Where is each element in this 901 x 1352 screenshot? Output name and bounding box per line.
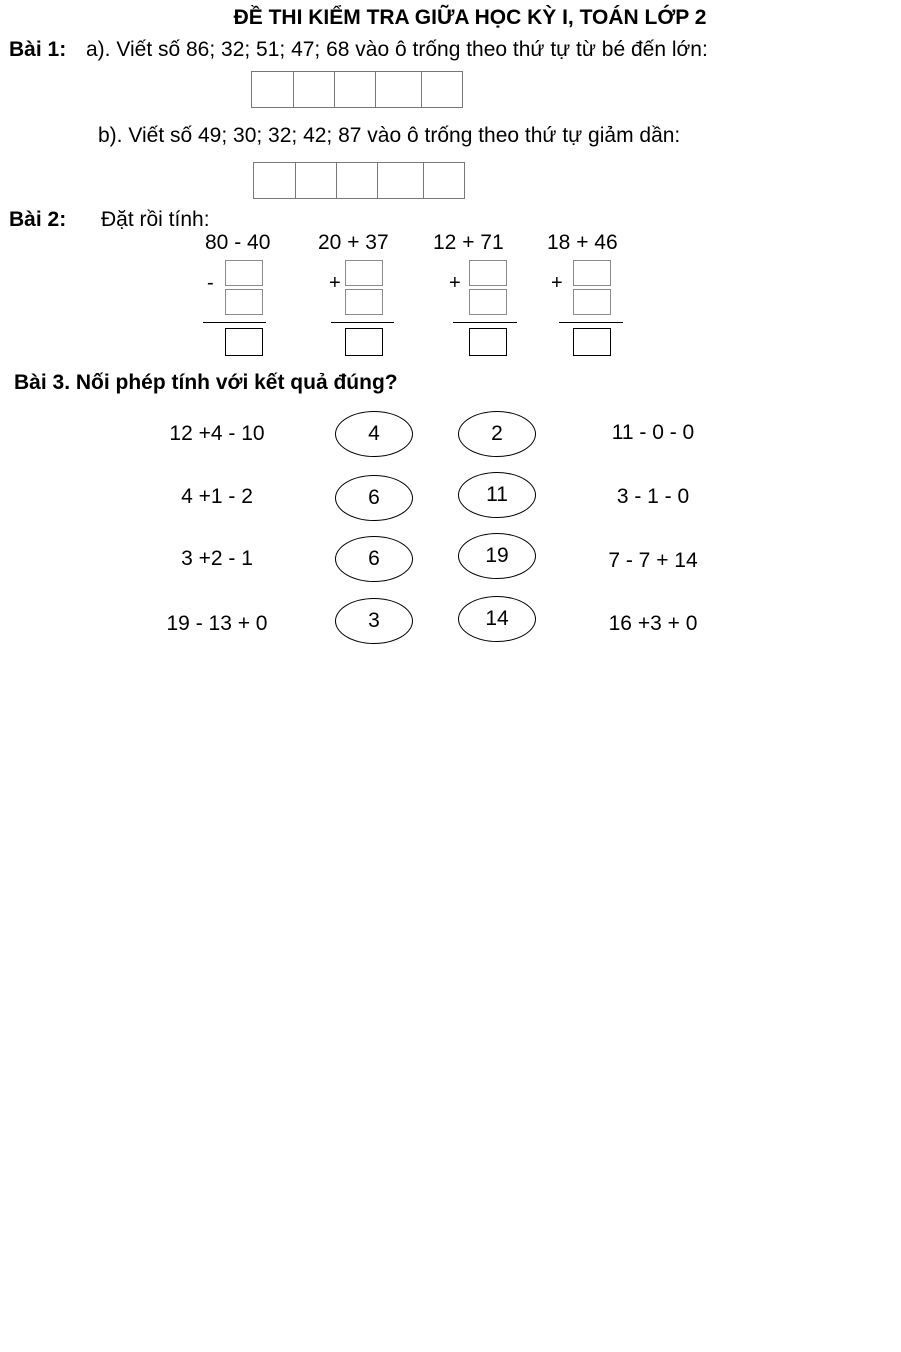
bai2-label: Bài 2: bbox=[9, 208, 67, 231]
answer-box[interactable] bbox=[295, 162, 336, 199]
answer-box[interactable] bbox=[421, 71, 463, 108]
result-oval[interactable]: 14 bbox=[458, 596, 536, 642]
result-oval[interactable]: 11 bbox=[458, 472, 536, 518]
answer-box[interactable] bbox=[334, 71, 375, 108]
result-oval[interactable]: 2 bbox=[458, 411, 536, 457]
result-box[interactable] bbox=[345, 328, 383, 356]
left-expression: 4 +1 - 2 bbox=[181, 485, 253, 508]
answer-box[interactable] bbox=[251, 71, 293, 108]
digit-box[interactable] bbox=[469, 289, 507, 315]
answer-box[interactable] bbox=[293, 71, 334, 108]
problem-expression: 18 + 46 bbox=[547, 231, 618, 254]
calculation-line bbox=[453, 322, 517, 323]
operator-sign: + bbox=[329, 272, 341, 294]
result-oval[interactable]: 4 bbox=[335, 411, 413, 457]
digit-box[interactable] bbox=[225, 260, 263, 286]
result-oval[interactable]: 19 bbox=[458, 533, 536, 579]
digit-box[interactable] bbox=[573, 289, 611, 315]
operator-sign: - bbox=[207, 272, 214, 294]
result-box[interactable] bbox=[225, 328, 263, 356]
calculation-line bbox=[331, 322, 394, 323]
digit-box[interactable] bbox=[469, 260, 507, 286]
answer-box[interactable] bbox=[377, 162, 423, 199]
bai1-part-a-text: a). Viết số 86; 32; 51; 47; 68 vào ô trống theo thứ tự từ bé đến lớn: bbox=[86, 38, 708, 61]
bai1-label: Bài 1: bbox=[9, 38, 67, 61]
bai1-part-b-text: b). Viết số 49; 30; 32; 42; 87 vào ô trống theo thứ tự giảm dần: bbox=[98, 124, 681, 147]
right-expression: 3 - 1 - 0 bbox=[616, 485, 690, 508]
answer-box[interactable] bbox=[253, 162, 295, 199]
digit-box[interactable] bbox=[225, 289, 263, 315]
digit-box[interactable] bbox=[573, 260, 611, 286]
bai1-a-answer-boxes bbox=[251, 71, 463, 108]
page-title: ĐỀ THI KIỂM TRA GIỮA HỌC KỲ I, TOÁN LỚP 2 bbox=[233, 6, 707, 29]
right-expression: 16 +3 + 0 bbox=[608, 612, 698, 635]
problem-expression: 20 + 37 bbox=[318, 231, 389, 254]
result-oval[interactable]: 3 bbox=[335, 598, 413, 644]
left-expression: 19 - 13 + 0 bbox=[166, 612, 268, 635]
left-expression: 3 +2 - 1 bbox=[181, 547, 253, 570]
left-expression: 12 +4 - 10 bbox=[169, 422, 265, 445]
result-oval[interactable]: 6 bbox=[335, 475, 413, 521]
problem-expression: 12 + 71 bbox=[433, 231, 504, 254]
bai1-b-answer-boxes bbox=[253, 162, 465, 199]
problem-expression: 80 - 40 bbox=[205, 231, 271, 254]
digit-box[interactable] bbox=[345, 260, 383, 286]
bai2-instruction: Đặt rồi tính: bbox=[101, 208, 210, 231]
answer-box[interactable] bbox=[375, 71, 421, 108]
result-box[interactable] bbox=[573, 328, 611, 356]
right-expression: 11 - 0 - 0 bbox=[611, 421, 695, 444]
answer-box[interactable] bbox=[423, 162, 465, 199]
calculation-line bbox=[203, 322, 266, 323]
bai3-heading: Bài 3. Nối phép tính với kết quả đúng? bbox=[14, 371, 398, 394]
calculation-line bbox=[559, 322, 623, 323]
right-expression: 7 - 7 + 14 bbox=[608, 549, 698, 572]
result-box[interactable] bbox=[469, 328, 507, 356]
digit-box[interactable] bbox=[345, 289, 383, 315]
operator-sign: + bbox=[551, 272, 563, 294]
result-oval[interactable]: 6 bbox=[335, 536, 413, 582]
answer-box[interactable] bbox=[336, 162, 377, 199]
operator-sign: + bbox=[449, 272, 461, 294]
